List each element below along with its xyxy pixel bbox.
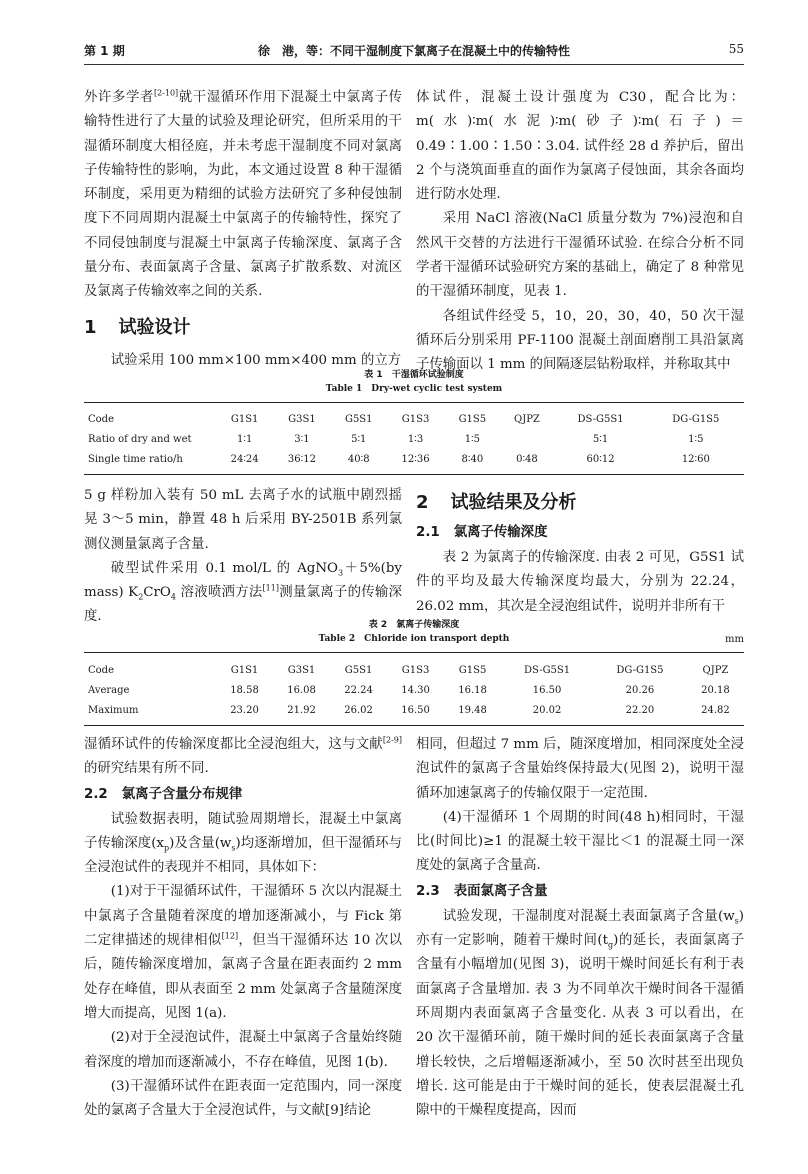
subscript: 2 (138, 592, 144, 602)
text: 试验发现，干湿制度对混凝土表面氯离子含量(w (442, 908, 735, 924)
table-cell: 40∶8 (347, 453, 370, 465)
paragraph (84, 880, 402, 1026)
section-number: 2.2 (84, 786, 108, 802)
paragraph: 5 g 样粉加入装有 50 mL 去离子水的试瓶中剧烈摇晃 3～5 min，静置 48 h 后采用 BY-2501B 系列氯测仪测量氯离子含量. (84, 488, 402, 552)
caption-zh: 表 1 干湿循环试验制度 (364, 370, 464, 380)
table-cell: 19.48 (458, 704, 487, 716)
table-cell: QJPZ (702, 664, 729, 676)
running-header (84, 42, 744, 62)
table-cell: 12∶36 (401, 453, 430, 465)
subscript: g (608, 940, 614, 950)
table-cell: 26.02 (344, 704, 373, 716)
table-cell: 5∶1 (592, 433, 609, 445)
table-cell: 5∶1 (351, 433, 367, 445)
table-cell: 0∶48 (516, 453, 538, 465)
page-number: 55 (728, 42, 744, 56)
text: CrO (143, 585, 171, 601)
paragraph: 体试件，混凝土设计强度为 C30，配合比为：m(水)∶m(水泥)∶m(砂子)∶m(石子)＝0.49∶1.00∶1.50∶3.04. 试件经 28 d 养护后，留出 2 个与浇筑面垂直的面作为氯离子侵蚀面，其余各面均进行防水处理. (416, 90, 744, 203)
text: (1)对于干湿循环试件，干湿循环 5 次以内混凝土中氯离子含量随着深度的增加逐渐减小，与 Fick 第二定律描述的规律相似 (84, 884, 402, 949)
left-column-mid (84, 484, 402, 630)
table-cell: 22.24 (344, 684, 373, 696)
table2-caption (84, 618, 744, 646)
table-header-row (84, 660, 744, 680)
table-cell: 20.02 (532, 704, 562, 716)
table-cell: Ratio of dry and wet (88, 433, 192, 445)
table-cell: G5S1 (344, 664, 373, 676)
subscript: s (231, 843, 236, 853)
text: 外许多学者 (84, 90, 154, 105)
paragraph (84, 733, 402, 782)
section-title: 表面氯离子含量 (453, 883, 548, 899)
text: 试验数据表明，随试验周期增长，混凝土中氯离子传输深度(x (84, 811, 402, 851)
table-cell: DS-G5S1 (577, 413, 624, 425)
table1 (84, 409, 744, 469)
caption-en: Table 1 Dry-wet cyclic test system (325, 384, 503, 394)
table-row (84, 429, 744, 449)
table-cell: 14.30 (401, 684, 430, 696)
table-cell: 21.92 (287, 704, 316, 716)
table-cell: 1∶5 (688, 433, 704, 445)
section-number: 2 (416, 492, 429, 513)
citation: [2-10] (153, 88, 179, 98)
text: 的研究结果有所不同. (84, 761, 209, 777)
section-number: 2.1 (416, 525, 440, 540)
issue-label: 第 1 期 (84, 44, 125, 58)
table-cell: G1S1 (230, 413, 259, 425)
table-cell: 18.58 (230, 684, 259, 696)
table-cell: G3S1 (288, 413, 316, 425)
table-cell: 1∶5 (464, 433, 481, 445)
table1-caption (84, 368, 744, 396)
table-cell: G3S1 (287, 664, 316, 676)
table-cell: 3∶1 (294, 433, 310, 445)
section-title: 试验结果及分析 (450, 492, 577, 513)
table-cell: DS-G5S1 (523, 664, 571, 676)
subsection-heading-2-2 (84, 782, 402, 808)
right-column-top (416, 86, 744, 378)
text: )均逐渐增加，但干湿循环与全浸泡试件的表现并不相同，具体如下： (84, 835, 402, 876)
text: ＋5%(by mass) K (84, 560, 402, 601)
table-cell: 16.18 (458, 684, 487, 696)
text: 破型试件采用 0.1 mol/L 的 AgNO (110, 560, 339, 576)
table-cell: Average (88, 684, 130, 696)
table-cell: G1S3 (401, 413, 430, 425)
table-cell: G5S1 (344, 413, 373, 425)
subscript: 4 (170, 592, 176, 602)
table-cell: 24∶24 (230, 453, 259, 465)
section-title: 氯离子传输深度 (453, 525, 548, 540)
paragraph: 采用 NaCl 溶液(NaCl 质量分数为 7%)浸泡和自然风干交替的方法进行干湿循环试验. 在综合分析不同学者干湿循环试验研究方案的基础上，确定了 8 种常见的干湿循环制度，见表 1. (416, 211, 744, 300)
text: 湿循环试件的传输深度都比全浸泡组大，这与文献 (84, 737, 383, 752)
text: )及含量(w (169, 835, 232, 851)
table-cell: 20.18 (701, 684, 730, 696)
table-cell: DG-G1S5 (616, 664, 664, 676)
table-cell: 16.50 (401, 704, 430, 716)
table-cell: 16.50 (532, 684, 562, 696)
table-rule (84, 474, 744, 475)
table-cell: 22.20 (625, 704, 655, 716)
table-cell: 12∶60 (681, 453, 710, 465)
citation: [11] (262, 583, 279, 593)
section-title: 氯离子含量分布规律 (121, 786, 243, 802)
paragraph: 相同，但超过 7 mm 后，随深度增加，相同深度处全浸泡试件的氯离子含量始终保持最大(见图 2)，说明干湿循环加速氯离子的传输仅限于一定范围. (416, 737, 744, 801)
paragraph: (2)对于全浸泡试件，混凝土中氯离子含量始终随着深度的增加而逐渐减小，不存在峰值，见图 1(b). (84, 1030, 402, 1070)
table-cell: 20.26 (625, 684, 655, 696)
text: )的延长，表面氯离子含量有小幅增加(见图 3)，说明干燥时间延长有利于表面氯离子含量增加. 表 3 为不同单次干燥时间各干湿循环周期内表面氯离子含量变化. 从表 3 可以看出，在 20 次干湿循环前，随干燥时间的延长表面氯离子含量增长较快，之后增幅逐渐减小，至 50 次时甚至出现负增长. 这可能是由于干燥时间的延长，使表层混凝土孔隙中的干燥程度提高，因而 (416, 933, 744, 1119)
paragraph (416, 905, 744, 1124)
table2-unit: mm (725, 634, 744, 645)
section-number: 2.3 (416, 883, 440, 899)
left-column-bottom (84, 733, 402, 1123)
left-column-top (84, 86, 402, 373)
subscript: 3 (338, 568, 344, 578)
table-cell: Single time ratio/h (88, 453, 183, 465)
paragraph (84, 86, 402, 305)
table-rule (84, 725, 744, 726)
paragraph: 试验采用 100 mm×100 mm×400 mm 的立方 (110, 352, 402, 368)
table-cell: Code (88, 413, 114, 425)
section-heading-2 (416, 490, 744, 516)
table-cell: 36∶12 (287, 453, 316, 465)
table2 (84, 660, 744, 720)
citation: [12] (221, 931, 239, 941)
table-cell: 60∶12 (586, 453, 615, 465)
text: 就干湿循环作用下混凝土中氯离子传输特性进行了大量的试验及理论研究，但所采用的干湿循环制度大相径庭，并未考虑干湿制度不同对氯离子传输特性的影响，为此，本文通过设置 8 种干湿循环制度，采用更为精细的试验方法研究了多种侵蚀制度下不同周期内混凝土中氯离子的传输特性，探究了不同侵蚀制度与混凝土中氯离子传输深度、氯离子含量分布、表面氯离子含量、氯离子扩散系数、对流区及氯离子传输效率之间的关系. (84, 90, 403, 300)
text: )亦有一定影响，随着干燥时间(t (416, 908, 744, 949)
paragraph (84, 808, 402, 881)
text: 测量氯离子的传输深度. (84, 585, 402, 625)
right-column-bottom (416, 733, 744, 1123)
table-cell: G1S1 (230, 664, 259, 676)
table-cell: 23.20 (230, 704, 259, 716)
text: ，但当干湿循环达 10 次以后，随传输深度增加，氯离子含量在距表面约 2 mm 处存在峰值，即从表面至 2 mm 处氯离子含量随深度增大而提高，见图 1(a). (84, 933, 402, 1021)
table-cell: Code (88, 664, 114, 676)
table-rule (84, 402, 744, 403)
table-cell: Maximum (88, 704, 139, 716)
subsection-heading-2-1 (416, 520, 744, 546)
table-cell: 1∶1 (236, 433, 253, 445)
running-title: 徐 港，等：不同干湿制度下氯离子在混凝土中的传输特性 (257, 44, 570, 58)
table-rule (84, 652, 744, 653)
table-row (84, 680, 744, 700)
section-heading-1 (84, 315, 402, 341)
table-row (84, 700, 744, 720)
subscript: s (734, 916, 739, 926)
table-cell: DG-G1S5 (672, 413, 720, 425)
paragraph: 各组试件经受 5，10，20，30，40，50 次干湿循环后分别采用 PF-1100 混凝土剖面磨削工具沿氯离子传输面以 1 mm 的间隔逐层钻粉取样，并称取其中 (416, 308, 744, 373)
citation: [2-9] (382, 735, 402, 745)
table-cell: 1∶3 (407, 433, 424, 445)
table-cell: 16.08 (287, 684, 316, 696)
subsection-heading-2-3 (416, 879, 744, 905)
table-cell: 24.82 (701, 704, 730, 716)
caption-en: Table 2 Chloride ion transport depth (318, 634, 510, 644)
header-rule (84, 64, 744, 65)
table-cell: G1S5 (458, 413, 487, 425)
table-cell: G1S3 (401, 664, 430, 676)
table-cell (501, 429, 554, 449)
table-cell: G1S5 (458, 664, 487, 676)
paragraph: 表 2 为氯离子的传输深度. 由表 2 可见，G5S1 试件的平均及最大传输深度均最大，分别为 22.24，26.02 mm，其次是全浸泡组试件，说明并非所有干 (416, 550, 744, 614)
paragraph: (4)干湿循环 1 个周期的时间(48 h)相同时，干湿比(时间比)≥1 的混凝土较干湿比＜1 的混凝土同一深度处的氯离子含量高. (416, 809, 744, 874)
caption-zh: 表 2 氯离子传输深度 (368, 620, 460, 630)
right-column-mid (416, 490, 744, 619)
subscript: p (163, 843, 170, 853)
table-cell: 8∶40 (461, 453, 484, 465)
text: 溶液喷洒方法 (176, 585, 263, 601)
section-title: 试验设计 (118, 316, 191, 338)
table-header-row (84, 409, 744, 429)
paragraph: (3)干湿循环试件在距表面一定范围内，同一深度处的氯离子含量大于全浸泡试件，与文献[9]结论 (84, 1078, 402, 1119)
section-number: 1 (84, 316, 97, 338)
table-row (84, 449, 744, 469)
table-cell: QJPZ (514, 413, 540, 425)
